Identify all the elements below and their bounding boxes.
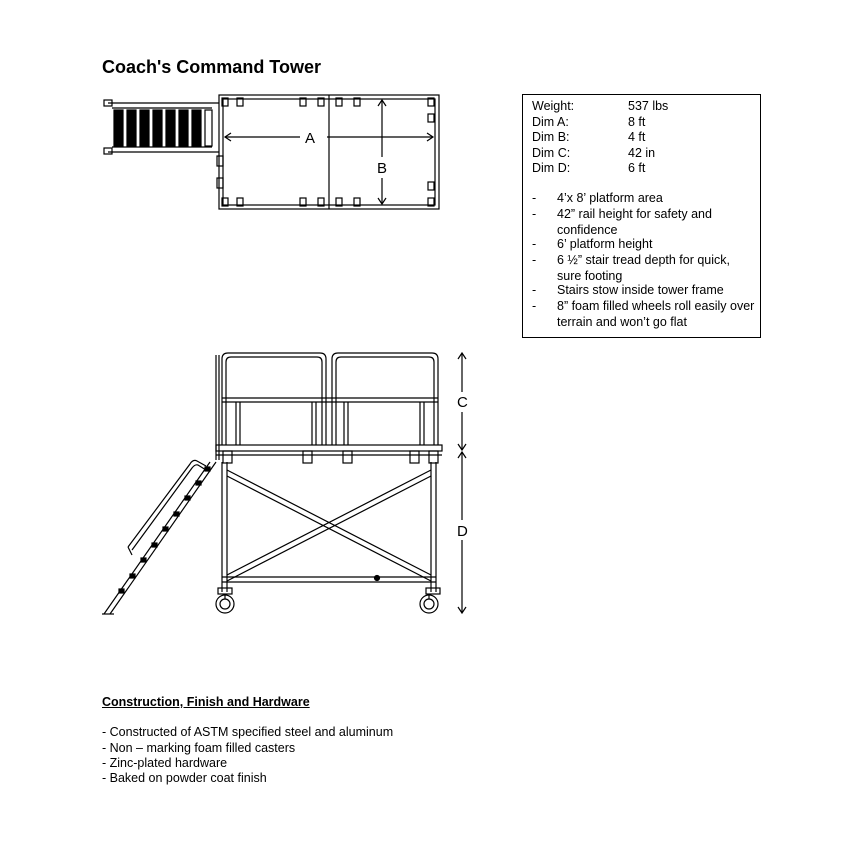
spec-row-dim-d (532, 161, 645, 176)
construction-heading: Construction, Finish and Hardware (102, 695, 310, 709)
spec-label: Dim C: (532, 145, 571, 160)
side-view-stairs (102, 460, 216, 614)
spec-label: Dim D: (532, 161, 571, 175)
side-view-frame (218, 462, 440, 594)
spec-row-dim-b (532, 130, 645, 145)
top-view-platform (217, 95, 439, 209)
spec-value: 6 ft (628, 161, 646, 175)
side-view-rails (216, 353, 438, 460)
spec-label: Dim A: (532, 114, 569, 129)
construction-item: - Constructed of ASTM specified steel and aluminum (102, 725, 394, 739)
dim-d-label: D (457, 523, 468, 540)
dim-b-label: B (377, 160, 388, 177)
spec-value: 537 lbs (628, 99, 669, 113)
dim-c-label: C (457, 394, 468, 411)
spec-row-dim-a (532, 115, 645, 130)
construction-item: - Non – marking foam filled casters (102, 741, 296, 755)
spec-row-weight (532, 99, 668, 114)
side-view-wheels (216, 594, 438, 613)
side-view-deck (216, 445, 442, 463)
construction-item: - Zinc-plated hardware (102, 756, 228, 770)
dim-a-label: A (305, 130, 316, 147)
spec-value: 4 ft (628, 130, 646, 144)
page-title: Coach's Command Tower (102, 57, 321, 77)
construction-item: - Baked on powder coat finish (102, 771, 267, 785)
top-view-stairs (104, 100, 219, 154)
spec-value: 42 in (628, 145, 656, 160)
spec-label: Weight: (532, 99, 575, 113)
spec-label: Dim B: (532, 130, 570, 144)
dim-b-arrow (378, 100, 386, 204)
spec-box: Weight: 537 lbs Dim A: 8 ft Dim B: 4 ft Dim C: 42 in Dim D: 6 ft - 4’x 8’ platform area - 42” rail height for safety and confidence - 6’ platform height - 6 ½” stair tread depth for quick, sure footing - Stairs stow inside tower frame - 8” foam filled wheels roll easily over terrain and won’t go flat (522, 94, 761, 338)
spec-value: 8 ft (628, 114, 646, 129)
spec-row-dim-c (532, 146, 655, 161)
